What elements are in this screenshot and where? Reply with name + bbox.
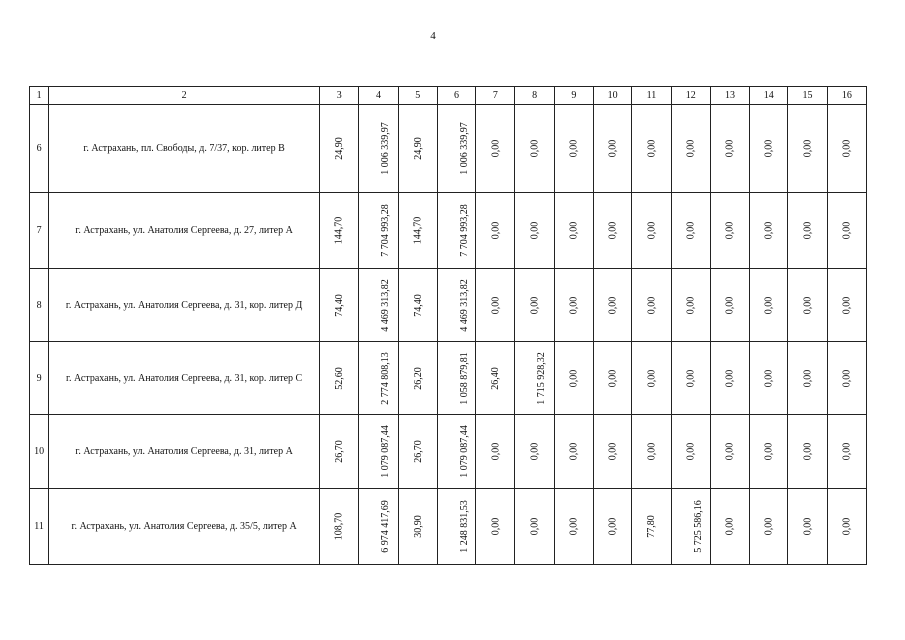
value-cell: 0,00 [750, 489, 788, 565]
header-row [30, 87, 867, 105]
value-cell: 30,90 [398, 489, 437, 565]
value-cell: 0,00 [827, 415, 866, 489]
value-cell: 1 058 879,81 [437, 342, 475, 415]
address-cell: г. Астрахань, ул. Анатолия Сергеева, д. 27, литер А [49, 193, 320, 269]
value-cell: 0,00 [788, 342, 827, 415]
value-cell: 1 006 339,97 [437, 105, 475, 193]
value-cell: 0,00 [788, 489, 827, 565]
column-header: 13 [710, 87, 749, 105]
row-number: 6 [30, 105, 49, 193]
column-header: 3 [320, 87, 359, 105]
address-cell: г. Астрахань, ул. Анатолия Сергеева, д. 31, литер А [49, 415, 320, 489]
row-number: 7 [30, 193, 49, 269]
column-header: 1 [30, 87, 49, 105]
value-cell: 0,00 [515, 489, 554, 565]
value-cell: 0,00 [750, 415, 788, 489]
value-cell: 0,00 [671, 193, 710, 269]
value-cell: 0,00 [594, 193, 632, 269]
value-cell: 0,00 [632, 342, 671, 415]
column-header: 15 [788, 87, 827, 105]
value-cell: 26,70 [398, 415, 437, 489]
value-cell: 1 715 928,32 [515, 342, 554, 415]
value-cell: 144,70 [320, 193, 359, 269]
value-cell: 0,00 [554, 342, 593, 415]
column-header: 11 [632, 87, 671, 105]
value-cell: 0,00 [710, 489, 749, 565]
table-row [30, 269, 867, 342]
value-cell: 26,40 [476, 342, 515, 415]
column-header: 6 [437, 87, 475, 105]
column-header: 2 [49, 87, 320, 105]
table-row [30, 105, 867, 193]
address-cell: г. Астрахань, ул. Анатолия Сергеева, д. 31, кор. литер Д [49, 269, 320, 342]
row-number: 10 [30, 415, 49, 489]
value-cell: 74,40 [320, 269, 359, 342]
column-header: 9 [554, 87, 593, 105]
value-cell: 0,00 [671, 342, 710, 415]
table-row [30, 489, 867, 565]
registry-table [29, 86, 867, 565]
value-cell: 0,00 [594, 269, 632, 342]
value-cell: 0,00 [750, 342, 788, 415]
value-cell: 4 469 313,82 [437, 269, 475, 342]
value-cell: 7 704 993,28 [359, 193, 398, 269]
value-cell: 0,00 [788, 193, 827, 269]
value-cell: 0,00 [671, 105, 710, 193]
value-cell: 0,00 [750, 193, 788, 269]
value-cell: 0,00 [788, 269, 827, 342]
value-cell: 0,00 [710, 342, 749, 415]
value-cell: 0,00 [710, 193, 749, 269]
address-cell: г. Астрахань, ул. Анатолия Сергеева, д. 31, кор. литер С [49, 342, 320, 415]
value-cell: 0,00 [554, 193, 593, 269]
column-header: 16 [827, 87, 866, 105]
value-cell: 0,00 [827, 489, 866, 565]
column-header: 4 [359, 87, 398, 105]
value-cell: 0,00 [750, 269, 788, 342]
value-cell: 0,00 [827, 105, 866, 193]
value-cell: 52,60 [320, 342, 359, 415]
page-number: 4 [430, 30, 436, 42]
value-cell: 77,80 [632, 489, 671, 565]
value-cell: 0,00 [594, 342, 632, 415]
row-number: 9 [30, 342, 49, 415]
value-cell: 26,70 [320, 415, 359, 489]
value-cell: 0,00 [554, 415, 593, 489]
value-cell: 0,00 [827, 269, 866, 342]
value-cell: 0,00 [671, 415, 710, 489]
value-cell: 0,00 [554, 489, 593, 565]
value-cell: 1 248 831,53 [437, 489, 475, 565]
value-cell: 0,00 [827, 342, 866, 415]
value-cell: 4 469 313,82 [359, 269, 398, 342]
value-cell: 0,00 [632, 193, 671, 269]
table-row [30, 342, 867, 415]
value-cell: 24,90 [398, 105, 437, 193]
value-cell: 0,00 [476, 415, 515, 489]
value-cell: 0,00 [827, 193, 866, 269]
value-cell: 0,00 [476, 269, 515, 342]
value-cell: 0,00 [476, 105, 515, 193]
value-cell: 0,00 [476, 489, 515, 565]
row-number: 8 [30, 269, 49, 342]
value-cell: 2 774 808,13 [359, 342, 398, 415]
value-cell: 0,00 [750, 105, 788, 193]
value-cell: 0,00 [632, 269, 671, 342]
value-cell: 0,00 [710, 269, 749, 342]
value-cell: 0,00 [788, 105, 827, 193]
value-cell: 0,00 [554, 105, 593, 193]
column-header: 5 [398, 87, 437, 105]
value-cell: 7 704 993,28 [437, 193, 475, 269]
address-cell: г. Астрахань, пл. Свободы, д. 7/37, кор. литер В [49, 105, 320, 193]
value-cell: 0,00 [594, 415, 632, 489]
value-cell: 1 079 087,44 [359, 415, 398, 489]
value-cell: 6 974 417,69 [359, 489, 398, 565]
value-cell: 0,00 [710, 415, 749, 489]
column-header: 14 [750, 87, 788, 105]
value-cell: 1 079 087,44 [437, 415, 475, 489]
value-cell: 144,70 [398, 193, 437, 269]
value-cell: 24,90 [320, 105, 359, 193]
address-cell: г. Астрахань, ул. Анатолия Сергеева, д. 35/5, литер А [49, 489, 320, 565]
value-cell: 0,00 [515, 415, 554, 489]
value-cell: 26,20 [398, 342, 437, 415]
value-cell: 0,00 [515, 105, 554, 193]
value-cell: 74,40 [398, 269, 437, 342]
value-cell: 0,00 [671, 269, 710, 342]
value-cell: 0,00 [515, 269, 554, 342]
value-cell: 0,00 [788, 415, 827, 489]
value-cell: 0,00 [594, 105, 632, 193]
value-cell: 1 006 339,97 [359, 105, 398, 193]
table-row [30, 193, 867, 269]
value-cell: 0,00 [632, 415, 671, 489]
column-header: 7 [476, 87, 515, 105]
column-header: 8 [515, 87, 554, 105]
column-header: 12 [671, 87, 710, 105]
row-number: 11 [30, 489, 49, 565]
value-cell: 0,00 [594, 489, 632, 565]
value-cell: 0,00 [515, 193, 554, 269]
column-header: 10 [594, 87, 632, 105]
value-cell: 0,00 [476, 193, 515, 269]
value-cell: 5 725 586,16 [671, 489, 710, 565]
table-row [30, 415, 867, 489]
value-cell: 0,00 [554, 269, 593, 342]
value-cell: 108,70 [320, 489, 359, 565]
value-cell: 0,00 [710, 105, 749, 193]
value-cell: 0,00 [632, 105, 671, 193]
